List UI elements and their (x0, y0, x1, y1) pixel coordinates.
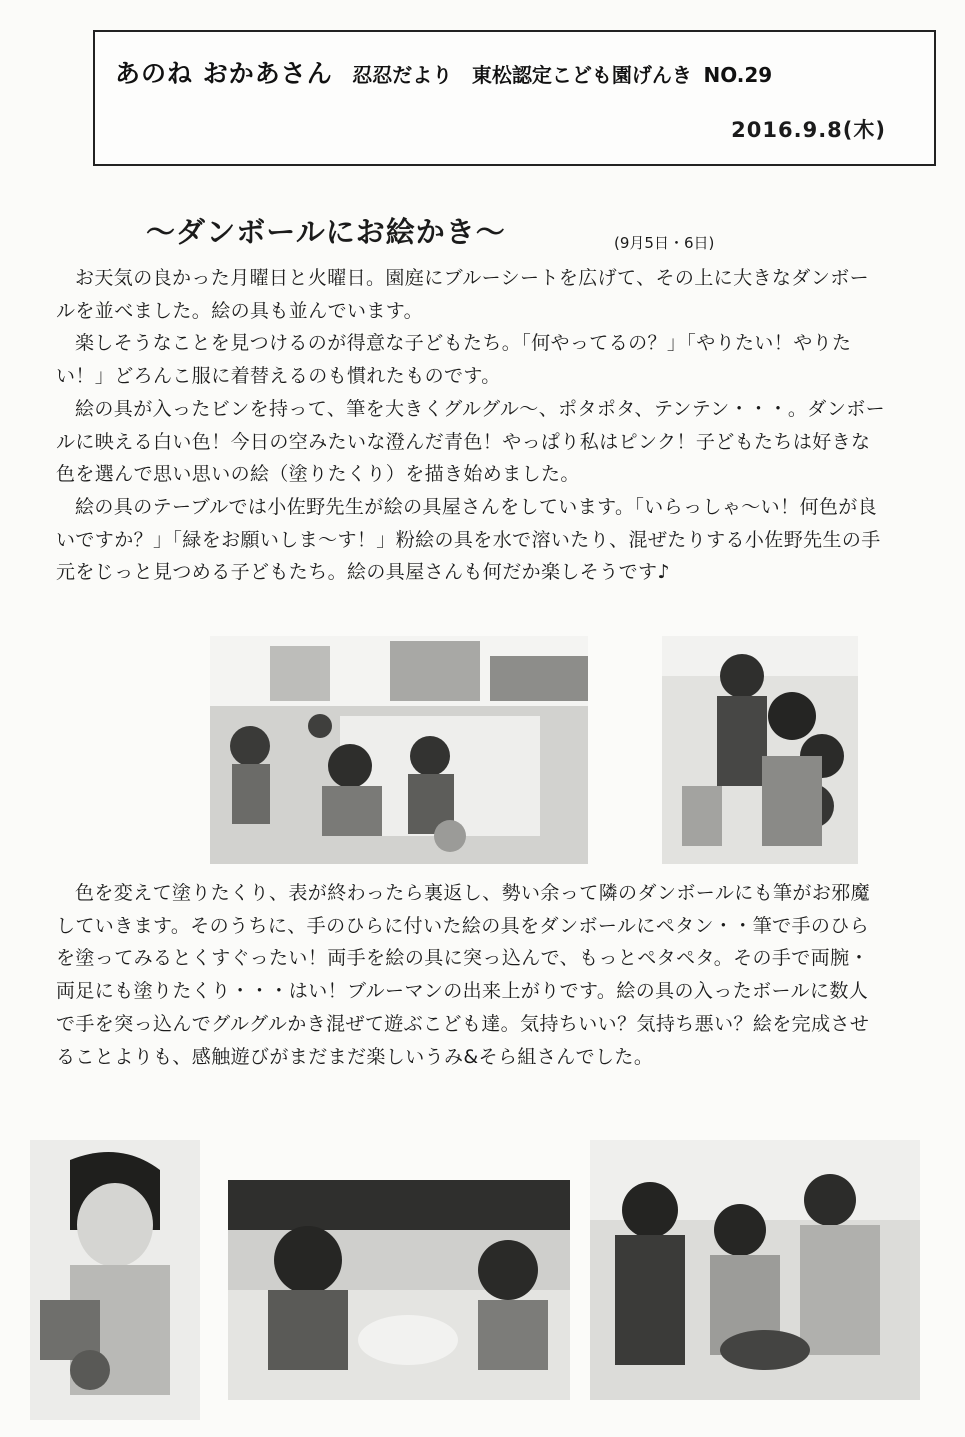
paragraph: お天気の良かった月曜日と火曜日。園庭にブルーシートを広げて、その上に大きなダンボールを並べました。絵の具も並んでいます。 (56, 267, 870, 322)
article-body-top (56, 262, 886, 589)
newsletter-header (93, 30, 936, 166)
article-body-bottom (56, 877, 886, 1073)
paragraph: 絵の具が入ったビンを持って、筆を大きくグルグル〜、ポタポタ、テンテン・・・。ダンボールに映える白い色！今日の空みたいな澄んだ青色！やっぱり私はピンク！子どもたちは好きな色を選んで思い思いの絵（塗りたくり）を描き始めました。 (56, 397, 886, 486)
article-title: 〜ダンボールにお絵かき〜 (146, 215, 506, 249)
issue-number: NO.29 (703, 63, 773, 87)
photo-child-with-brush (30, 1140, 200, 1420)
photo-teacher-with-children (662, 636, 858, 864)
paragraph: 色を変えて塗りたくり、表が終わったら裏返し、勢い余って隣のダンボールにも筆がお邪魔していきます。そのうちに、手のひらに付いた絵の具をダンボールにペタン・・筆で手のひらを塗ってみるとくすぐったい！両手を絵の具に突っ込んで、もっとペタペタ。その手で両腕・両足にも塗りたくり・・・はい！ブルーマンの出来上がりです。絵の具の入ったボールに数人で手を突っ込んでグルグルかき混ぜて遊ぶこども達。気持ちいい？気持ち悪い？絵を完成させることよりも、感触遊びがまだまだ楽しいうみ&そら組さんでした。 (56, 882, 871, 1068)
school-name: 東松認定こども園げんき (471, 63, 692, 87)
paragraph: 楽しそうなことを見つけるのが得意な子どもたち。「何やってるの？」「やりたい！やりたい！」どろんこ服に着替えるのも慣れたものです。 (56, 332, 852, 388)
newsletter-name: 忍忍だより (352, 63, 453, 87)
issue-date: 2016.9.8(木) (731, 118, 886, 142)
article-dates: (9月5日・6日) (614, 234, 715, 252)
paragraph: 絵の具のテーブルでは小佐野先生が絵の具屋さんをしています。「いらっしゃ〜い！何色が良いですか？」「緑をお願いしま〜す！」粉絵の具を水で溶いたり、混ぜたりする小佐野先生の手元をじっと見つめる子どもたち。絵の具屋さんも何だか楽しそうです♪ (56, 495, 881, 584)
photo-children-painting (210, 636, 588, 864)
photo-children-mixing-paint (590, 1140, 920, 1400)
header-title-line (115, 54, 772, 90)
photo-children-sitting (228, 1180, 570, 1400)
newsletter-title: あのね おかあさん (115, 59, 333, 88)
